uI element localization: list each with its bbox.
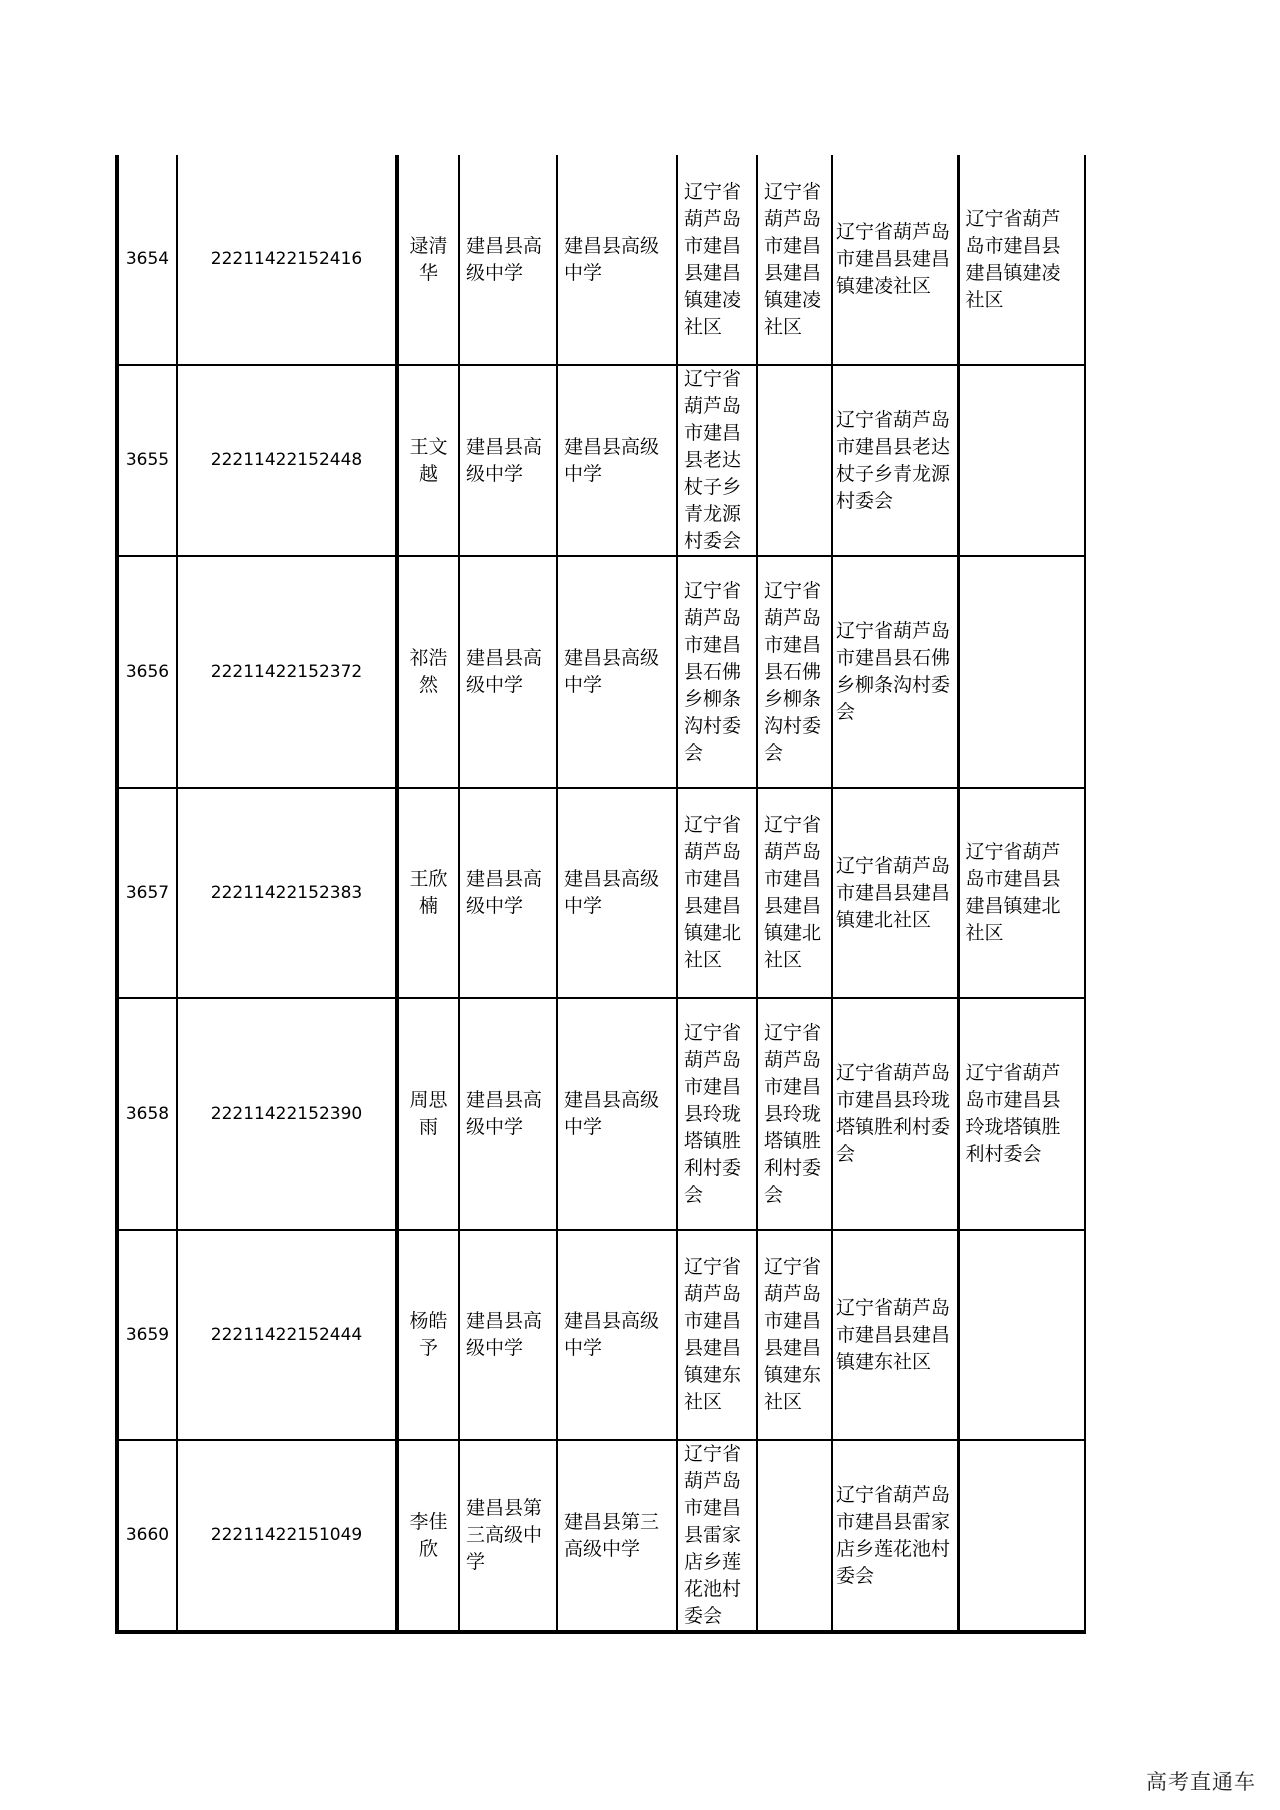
father-address-cell: 辽宁省葫芦岛市建昌县建昌镇建北社区	[757, 788, 832, 998]
row-index-cell: 3657	[117, 788, 177, 998]
residence-address-cell: 辽宁省葫芦岛市建昌县建昌镇建东社区	[832, 1230, 958, 1440]
school-cell: 建昌县高级中学	[557, 155, 677, 365]
father-address-cell: 辽宁省葫芦岛市建昌县玲珑塔镇胜利村委会	[757, 998, 832, 1230]
mother-address-cell	[958, 1230, 1085, 1440]
graduation-school-cell: 建昌县第三高级中学	[459, 1440, 557, 1632]
mother-address-cell: 辽宁省葫芦岛市建昌县玲珑塔镇胜利村委会	[958, 998, 1085, 1230]
row-index-cell: 3659	[117, 1230, 177, 1440]
student-name-cell: 周思雨	[397, 998, 459, 1230]
mother-address-cell	[958, 556, 1085, 788]
ticket-number-cell: 22211422151049	[177, 1440, 397, 1632]
ticket-number-cell: 22211422152444	[177, 1230, 397, 1440]
table-row	[117, 1230, 1085, 1440]
table-row	[117, 556, 1085, 788]
school-cell: 建昌县第三高级中学	[557, 1440, 677, 1632]
row-index-cell: 3654	[117, 155, 177, 365]
mother-address-cell: 辽宁省葫芦岛市建昌县建昌镇建北社区	[958, 788, 1085, 998]
mother-address-cell	[958, 365, 1085, 556]
household-address-cell: 辽宁省葫芦岛市建昌县石佛乡柳条沟村委会	[677, 556, 757, 788]
school-cell: 建昌县高级中学	[557, 365, 677, 556]
table-row	[117, 1440, 1085, 1632]
household-address-cell: 辽宁省葫芦岛市建昌县建昌镇建北社区	[677, 788, 757, 998]
ticket-number-cell: 22211422152416	[177, 155, 397, 365]
student-name-cell: 王欣楠	[397, 788, 459, 998]
father-address-cell: 辽宁省葫芦岛市建昌县石佛乡柳条沟村委会	[757, 556, 832, 788]
student-name-cell: 逯清华	[397, 155, 459, 365]
father-address-cell: 辽宁省葫芦岛市建昌县建昌镇建凌社区	[757, 155, 832, 365]
graduation-school-cell: 建昌县高级中学	[459, 1230, 557, 1440]
household-address-cell: 辽宁省葫芦岛市建昌县老达杖子乡青龙源村委会	[677, 365, 757, 556]
row-index-cell: 3656	[117, 556, 177, 788]
row-index-cell: 3660	[117, 1440, 177, 1632]
residence-address-cell: 辽宁省葫芦岛市建昌县石佛乡柳条沟村委会	[832, 556, 958, 788]
household-address-cell: 辽宁省葫芦岛市建昌县雷家店乡莲花池村委会	[677, 1440, 757, 1632]
mother-address-cell	[958, 1440, 1085, 1632]
graduation-school-cell: 建昌县高级中学	[459, 556, 557, 788]
school-cell: 建昌县高级中学	[557, 998, 677, 1230]
household-address-cell: 辽宁省葫芦岛市建昌县玲珑塔镇胜利村委会	[677, 998, 757, 1230]
ticket-number-cell: 22211422152390	[177, 998, 397, 1230]
row-index-cell: 3658	[117, 998, 177, 1230]
student-roster-table	[115, 155, 1086, 1634]
residence-address-cell: 辽宁省葫芦岛市建昌县玲珑塔镇胜利村委会	[832, 998, 958, 1230]
table-row	[117, 155, 1085, 365]
student-name-cell: 祁浩然	[397, 556, 459, 788]
student-name-cell: 王文越	[397, 365, 459, 556]
table-row	[117, 788, 1085, 998]
household-address-cell: 辽宁省葫芦岛市建昌县建昌镇建凌社区	[677, 155, 757, 365]
graduation-school-cell: 建昌县高级中学	[459, 365, 557, 556]
mother-address-cell: 辽宁省葫芦岛市建昌县建昌镇建凌社区	[958, 155, 1085, 365]
residence-address-cell: 辽宁省葫芦岛市建昌县老达杖子乡青龙源村委会	[832, 365, 958, 556]
table-row	[117, 365, 1085, 556]
graduation-school-cell: 建昌县高级中学	[459, 155, 557, 365]
ticket-number-cell: 22211422152383	[177, 788, 397, 998]
ticket-number-cell: 22211422152448	[177, 365, 397, 556]
watermark-text: 高考直通车	[1146, 1770, 1256, 1794]
residence-address-cell: 辽宁省葫芦岛市建昌县建昌镇建凌社区	[832, 155, 958, 365]
father-address-cell	[757, 365, 832, 556]
ticket-number-cell: 22211422152372	[177, 556, 397, 788]
table-row	[117, 998, 1085, 1230]
school-cell: 建昌县高级中学	[557, 788, 677, 998]
residence-address-cell: 辽宁省葫芦岛市建昌县雷家店乡莲花池村委会	[832, 1440, 958, 1632]
residence-address-cell: 辽宁省葫芦岛市建昌县建昌镇建北社区	[832, 788, 958, 998]
graduation-school-cell: 建昌县高级中学	[459, 788, 557, 998]
student-name-cell: 李佳欣	[397, 1440, 459, 1632]
graduation-school-cell: 建昌县高级中学	[459, 998, 557, 1230]
school-cell: 建昌县高级中学	[557, 1230, 677, 1440]
father-address-cell	[757, 1440, 832, 1632]
school-cell: 建昌县高级中学	[557, 556, 677, 788]
row-index-cell: 3655	[117, 365, 177, 556]
household-address-cell: 辽宁省葫芦岛市建昌县建昌镇建东社区	[677, 1230, 757, 1440]
student-name-cell: 杨皓予	[397, 1230, 459, 1440]
father-address-cell: 辽宁省葫芦岛市建昌县建昌镇建东社区	[757, 1230, 832, 1440]
